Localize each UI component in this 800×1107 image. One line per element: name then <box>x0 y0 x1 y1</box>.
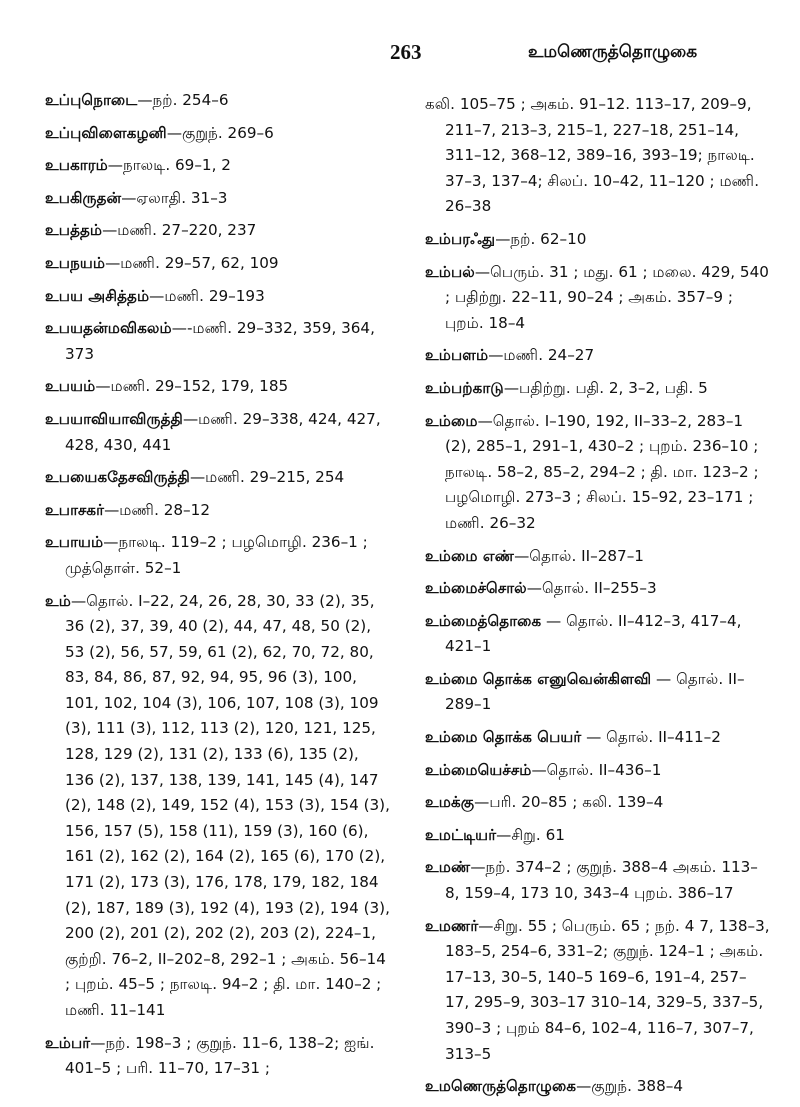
index-entry <box>425 227 770 253</box>
entry-references: —தொல். I–22, 24, 26, 28, 30, 33 (2), 35, 36 (2), 37, 39, 40 (2), 44, 47, 48, 50 (2), 53 (2), 56, 57, 59, 61 (2), 62, 70, 72, 80, 83, 84, 86, 87, 92, 94, 95, 96 (3), 100, 101, 102, 104 (3), 106, 107, 108 (3), 109 (3), 111 (3), 112, 113 (2), 120, 121, 125, 128, 129 (2), 131 (2), 133 (6), 135 (2), 136 (2), 137, 138, 139, 141, 145 (4), 147 (2), 148 (2), 149, 152 (4), 153 (3), 154 (3), 156, 157 (5), 158 (11), 159 (3), 160 (6), 161 (2), 162 (2), 164 (2), 165 (6), 170 (2), 171 (2), 173 (3), 176, 178, 179, 182, 184 (2), 187, 189 (3), 192 (4), 193 (2), 194 (3), 200 (2), 201 (2), 202 (2), 203 (2), 224–1, குற்றி. 76–2, II–202–8, 292–1 ; அகம். 56–14 ; புறம். 45–5 ; நாலடி. 94–2 ; தி. மா. 140–2 ; மணி. 11–141 <box>65 591 390 1019</box>
entry-references: —நாலடி. 119–2 ; பழமொழி. 236–1 ; முத்தொள். 52–1 <box>65 533 368 577</box>
entry-headword: உமட்டியர் <box>425 825 497 844</box>
entry-references: —மணி. 29–152, 179, 185 <box>95 377 289 396</box>
index-entry <box>45 589 390 1024</box>
entry-references: —நற். 198–3 ; குறுந். 11–6, 138–2; ஐங். 401–5 ; பரி. 11–70, 17–31 ; <box>65 1033 375 1078</box>
index-entry <box>425 409 770 537</box>
index-column-left <box>45 88 390 1089</box>
entry-references: — தொல். II–411–2 <box>581 728 721 747</box>
index-entry <box>425 260 770 337</box>
entry-references: —மணி. 29–338, 424, 427, 428, 430, 441 <box>65 409 381 454</box>
entry-headword: உபத்தம் <box>45 221 103 240</box>
entry-headword: உபாயம் <box>45 533 104 552</box>
entry-headword: உபயம் <box>45 377 96 396</box>
entry-headword: உம்மைத்தொகை <box>425 611 542 630</box>
entry-references: —-மணி. 29–332, 359, 364, 373 <box>65 319 375 363</box>
entry-references: —பெரும். 31 ; மது. 61 ; மலை. 429, 540 ; பதிற்று. 22–11, 90–24 ; அகம். 357–9 ; புறம். 18–4 <box>445 262 769 332</box>
entry-headword: உபாசகர் <box>45 500 105 519</box>
index-entry <box>425 790 770 816</box>
entry-references: —தொல். II–287–1 <box>514 546 644 565</box>
index-entry <box>45 251 390 277</box>
entry-references: —மணி. 29–215, 254 <box>189 468 345 487</box>
index-entry <box>425 343 770 369</box>
entry-headword: உம் <box>45 591 71 610</box>
entry-references: —மணி. 27–220, 237 <box>102 221 257 240</box>
entry-references: —நற். 254–6 <box>137 91 229 109</box>
index-entry <box>425 667 770 718</box>
index-entry <box>425 92 770 220</box>
entry-headword: உமண் <box>425 858 471 877</box>
index-entry <box>425 576 770 602</box>
entry-references: —பதிற்று. பதி. 2, 3–2, பதி. 5 <box>503 378 708 397</box>
index-entry <box>425 1074 770 1100</box>
entry-references: —குறுந். 388–4 <box>576 1077 684 1096</box>
entry-references: —மணி. 28–12 <box>104 500 210 519</box>
index-entry <box>45 88 390 114</box>
entry-headword: உம்மை தொக்க பெயர் <box>425 728 582 747</box>
entry-references: —குறுந். 269–6 <box>166 123 274 142</box>
running-head: உமணெருத்தொழுகை <box>528 42 698 62</box>
entry-references: கலி. 105–75 ; அகம். 91–12. 113–17, 209–9, 211–7, 213–3, 215–1, 227–18, 251–14, 311–12, 368–12, 389–16, 393–19; நாலடி. 37–3, 137–4; சிலப். 10–42, 11–120 ; மணி. 26–38 <box>425 95 760 216</box>
index-column-right <box>425 92 770 1107</box>
entry-headword: உபயாவியாவிருத்தி <box>45 409 183 428</box>
entry-headword: உம்மை தொக்க எனுவென்கிளவி <box>425 669 652 688</box>
entry-references: —நாலடி. 69–1, 2 <box>107 156 231 175</box>
index-entry <box>425 855 770 906</box>
entry-headword: உபயதன்மவிகலம் <box>45 319 172 338</box>
entry-references: —ஏலாதி. 31–3 <box>121 188 228 207</box>
page-number: 263 <box>390 40 422 64</box>
index-entry <box>425 725 770 751</box>
index-entry <box>45 218 390 244</box>
entry-headword: உமணெருத்தொழுகை <box>425 1077 577 1096</box>
entry-headword: உம்மையெச்சம் <box>425 760 532 779</box>
entry-references: —மணி. 24–27 <box>488 346 595 365</box>
entry-headword: உம்பளம் <box>425 346 489 365</box>
entry-headword: உபகிருதன் <box>45 188 122 207</box>
entry-headword: உப்புநொடை <box>45 91 138 109</box>
entry-references: —தொல். I–190, 192, II–33–2, 283–1 (2), 285–1, 291–1, 430–2 ; புறம். 236–10 ; நாலடி. 58–2, 85–2, 294–2 ; தி. மா. 123–2 ; பழமொழி. 273–3 ; சிலப். 15–92, 23–171 ; மணி. 26–32 <box>445 411 759 532</box>
index-entry <box>425 544 770 570</box>
entry-references: —சிறு. 55 ; பெரும். 65 ; நற். 4 7, 138–3, 183–5, 254–6, 331–2; குறுந். 124–1 ; அகம். 17–13, 30–5, 140–5 169–6, 191–4, 257–17, 295–9, 303–17 310–14, 329–5, 337–5, 390–3 ; புறம் 84–6, 102–4, 116–7, 307–7, 313–5 <box>445 916 770 1063</box>
index-entry <box>45 465 390 491</box>
entry-headword: உம்மைச்சொல் <box>425 579 527 598</box>
entry-references: —மணி. 29–57, 62, 109 <box>105 253 279 272</box>
index-entry <box>45 1031 390 1082</box>
index-entry <box>425 914 770 1068</box>
entry-references: — தொல். II–412–3, 417–4, 421–1 <box>445 611 742 656</box>
index-entry <box>45 121 390 147</box>
index-entry <box>45 530 390 581</box>
entry-headword: உபய அசித்தம் <box>45 286 150 305</box>
index-entry <box>425 609 770 660</box>
index-entry <box>45 407 390 458</box>
index-entry <box>45 284 390 310</box>
index-entry <box>45 498 390 524</box>
entry-references: —தொல். II–255–3 <box>526 579 657 598</box>
entry-references: —நற். 374–2 ; குறுந். 388–4 அகம். 113–8, 159–4, 173 10, 343–4 புறம். 386–17 <box>445 858 758 903</box>
index-entry <box>45 316 390 367</box>
entry-references: —நற். 62–10 <box>495 229 587 248</box>
index-entry <box>45 153 390 179</box>
entry-references: — தொல். II–289–1 <box>445 669 745 714</box>
entry-headword: உம்பற்காடு <box>425 378 504 397</box>
entry-headword: உம்பல் <box>425 262 475 281</box>
entry-headword: உம்பரஃது <box>425 229 496 248</box>
entry-headword: உபகாரம் <box>45 156 108 175</box>
entry-headword: உபநயம் <box>45 253 106 272</box>
index-entry <box>45 186 390 212</box>
entry-references: —தொல். II–436–1 <box>531 760 662 779</box>
entry-references: —சிறு. 61 <box>496 825 565 844</box>
index-entry <box>425 823 770 849</box>
index-entry <box>45 374 390 400</box>
entry-headword: உமணர் <box>425 916 479 935</box>
entry-headword: உப்புவிளைகழனி <box>45 123 167 142</box>
entry-headword: உபயைகதேசவிருத்தி <box>45 468 190 487</box>
entry-headword: உம்மை <box>425 411 478 430</box>
entry-headword: உம்மை எண் <box>425 546 515 565</box>
entry-headword: உம்பர் <box>45 1033 91 1052</box>
entry-references: —பரி. 20–85 ; கலி. 139–4 <box>474 793 664 812</box>
entry-headword: உமக்கு <box>425 793 475 812</box>
index-entry <box>425 758 770 784</box>
index-entry <box>425 376 770 402</box>
entry-references: —மணி. 29–193 <box>149 286 265 305</box>
